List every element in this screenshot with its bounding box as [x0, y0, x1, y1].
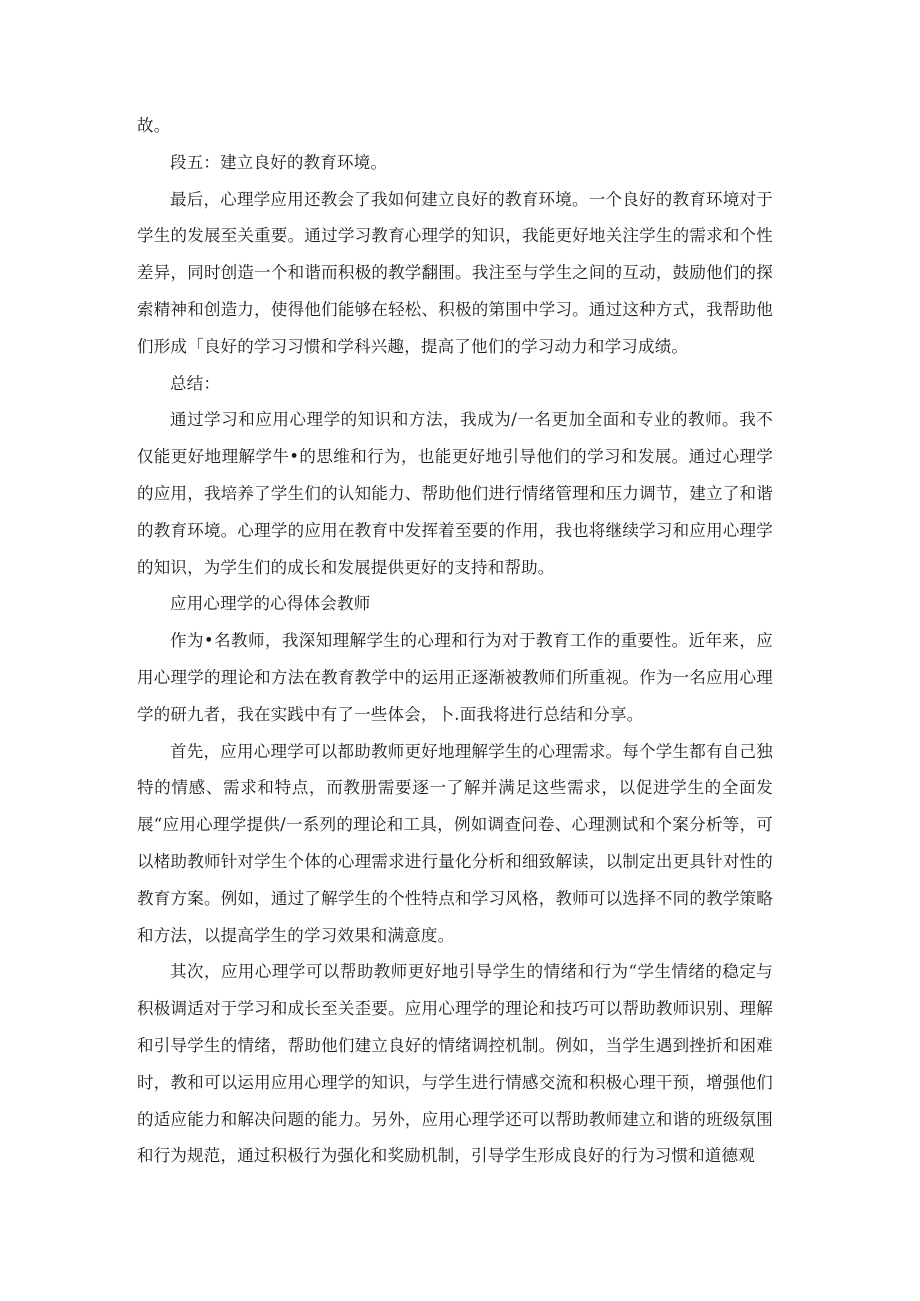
article-title: 应用心理学的心得体会教师 — [170, 594, 371, 614]
summary-heading: 总结： — [170, 373, 221, 393]
paragraph-environment: 最后，心理学应用还教会了我如何建立良好的教育环境。一个良好的教育环境对于学生的发展至关重要。通过学习教育心理学的知识，我能更好地关注学生的需求和个性差异，同时创造一个和谐而积极的教学翻围。我注至与学生之间的互动，鼓励他们的探索精神和创造力，使得他们能够在轻松、积极的第围中学习。通过这种方式，我帮助他们形成「良好的学习习惯和学科兴趣，提高了他们的学习动力和学习成绩。 — [137, 189, 773, 356]
section-heading-five: 段五：建立良好的教育环境。 — [170, 152, 388, 172]
paragraph-first: 首先，应用心理学可以都助教师更好地理解学生的心理需求。每个学生都有自己独特的情感、需求和特点，而教册需要逐一了解并满足这些需求，以促进学生的全面发展“应用心理学提供/一系列的理论和工具，例如调查问卷、心理测试和个案分析等，可以楮助教师针对学生个体的心理需求进行量化分析和细致解读，以制定出更具针对性的教育方案。例如，通过了解学生的个性特点和学习风格，教师可以选择不同的教学策略和方法，以提高学生的学习效果和满意度。 — [137, 741, 773, 945]
paragraph-summary: 通过学习和应用心理学的知识和方法，我成为/一名更加全面和专业的教师。我不仅能更好地理解学牛•的思维和行为，也能更好地引导他们的学习和发展。通过心理学的应用，我培养了学生们的认知能力、帮助他们进行情绪管理和压力调节，建立了和谐的教育环境。心理学的应用在教育中发挥着至要的作用，我也将继续学习和应用心理学的知识，为学生们的成长和发展提供更好的支持和帮助。 — [137, 410, 773, 577]
paragraph-second: 其次，应用心理学可以帮助教师更好地引导学生的情绪和行为“学生情绪的稳定与积极调适对于学习和成长至关歪要。应用心理学的理论和技巧可以帮助教师识别、理解和引导学生的情绪，帮助他们建立良好的情绪调控机制。例如，当学生遇到挫折和困难时，教和可以运用应用心理学的知识，与学生进行情感交流和积极心理干预，增强他们的适应能力和解决问题的能力。另外，应用心理学还可以帮助教师建立和谐的班级氛围和行为规范，通过积极行为强化和奖励机制，引导学生形成良好的行为习惯和道德观 — [137, 962, 773, 1166]
paragraph-intro: 作为•名教师，我深知理解学生的心理和行为对于教育工作的重要性。近年来，应用心理学的理论和方法在教育教学中的运用正逐渐被教师们所重视。作为一名应用心理学的研九者，我在实践中有了一些体会，卜.面我将进行总结和分享。 — [137, 631, 773, 724]
document-body — [137, 108, 773, 1175]
paragraph-continuation: 故。 — [137, 116, 171, 135]
